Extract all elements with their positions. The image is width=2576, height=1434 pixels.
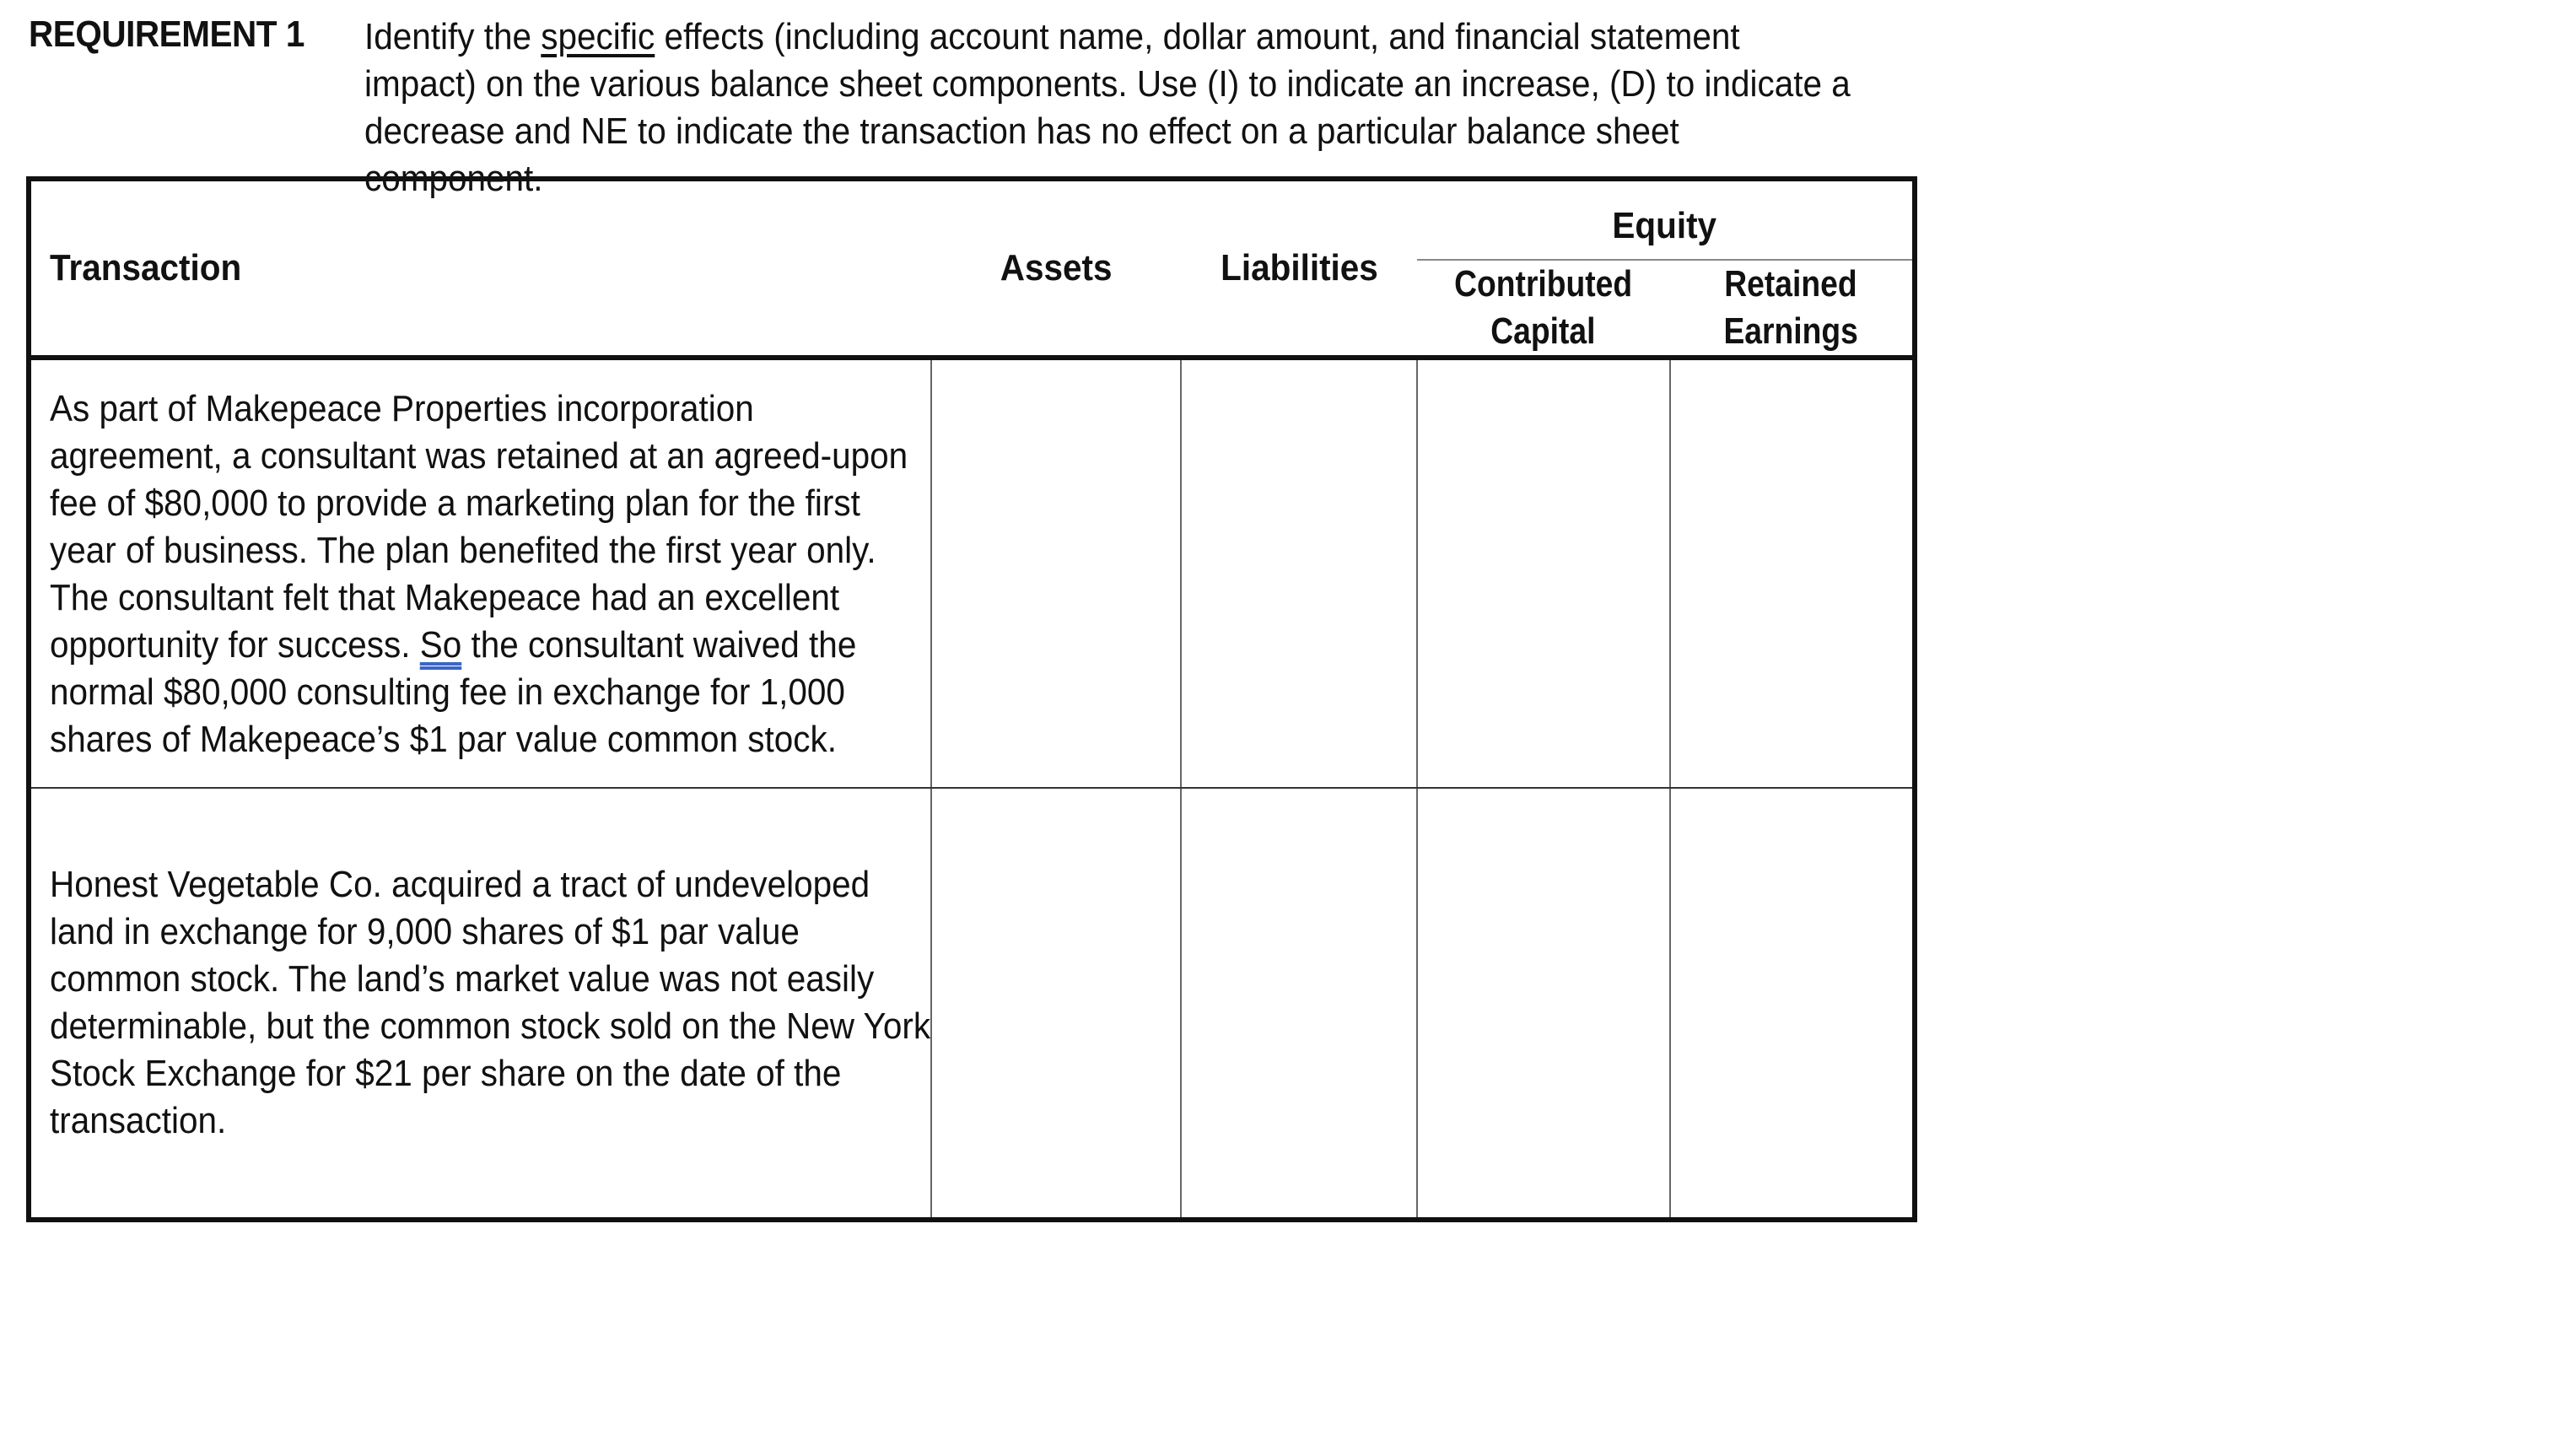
header-assets: Assets	[931, 179, 1181, 358]
instructions-text-after: effects (including account name, dollar amount, and financial statement impact) on the various balance sheet components. Use (I) to indicate an increase, (D) to indicate a decrease and NE to indicate the transaction has no effect on a particular balance sheet component.	[364, 16, 1851, 199]
requirement-label: REQUIREMENT 1	[29, 13, 304, 55]
contributed-capital-answer-cell[interactable]	[1417, 358, 1670, 788]
retained-earnings-answer-cell[interactable]	[1670, 358, 1915, 788]
header-transaction: Transaction	[29, 179, 931, 358]
assets-answer-cell[interactable]	[931, 358, 1181, 788]
header-retained-earnings: Retained Earnings	[1670, 260, 1915, 358]
header-equity: Equity	[1417, 179, 1915, 260]
table-row	[29, 788, 1915, 1220]
table-row	[29, 358, 1915, 788]
requirement-instructions	[364, 13, 1854, 202]
instructions-underlined-word: specific	[541, 16, 655, 57]
liabilities-answer-cell[interactable]	[1181, 358, 1417, 788]
contributed-capital-answer-cell[interactable]	[1417, 788, 1670, 1220]
balance-sheet-effects-table	[26, 176, 1917, 1222]
retained-earnings-answer-cell[interactable]	[1670, 788, 1915, 1220]
transaction-description-honest-vegetable: Honest Vegetable Co. acquired a tract of undeveloped land in exchange for 9,000 shares of $1 par value common stock. The land’s market value was not easily determinable, but the common stock sold on the New York Stock Exchange for $21 per share on the date of the transaction.	[29, 788, 931, 1220]
instructions-text-before: Identify the	[364, 16, 542, 57]
header-liabilities: Liabilities	[1181, 179, 1417, 358]
assets-answer-cell[interactable]	[931, 788, 1181, 1220]
transaction-description-makepeace: As part of Makepeace Properties incorporation agreement, a consultant was retained at an agreed-upon fee of $80,000 to provide a marketing plan for the first year of business. The plan benefited the first year only. The consultant felt that Makepeace had an excellent opportunity for success. So the consultant waived the normal $80,000 consulting fee in exchange for 1,000 shares of Makepeace’s $1 par value common stock.	[29, 358, 931, 788]
header-contributed-capital: Contributed Capital	[1417, 260, 1670, 358]
liabilities-answer-cell[interactable]	[1181, 788, 1417, 1220]
